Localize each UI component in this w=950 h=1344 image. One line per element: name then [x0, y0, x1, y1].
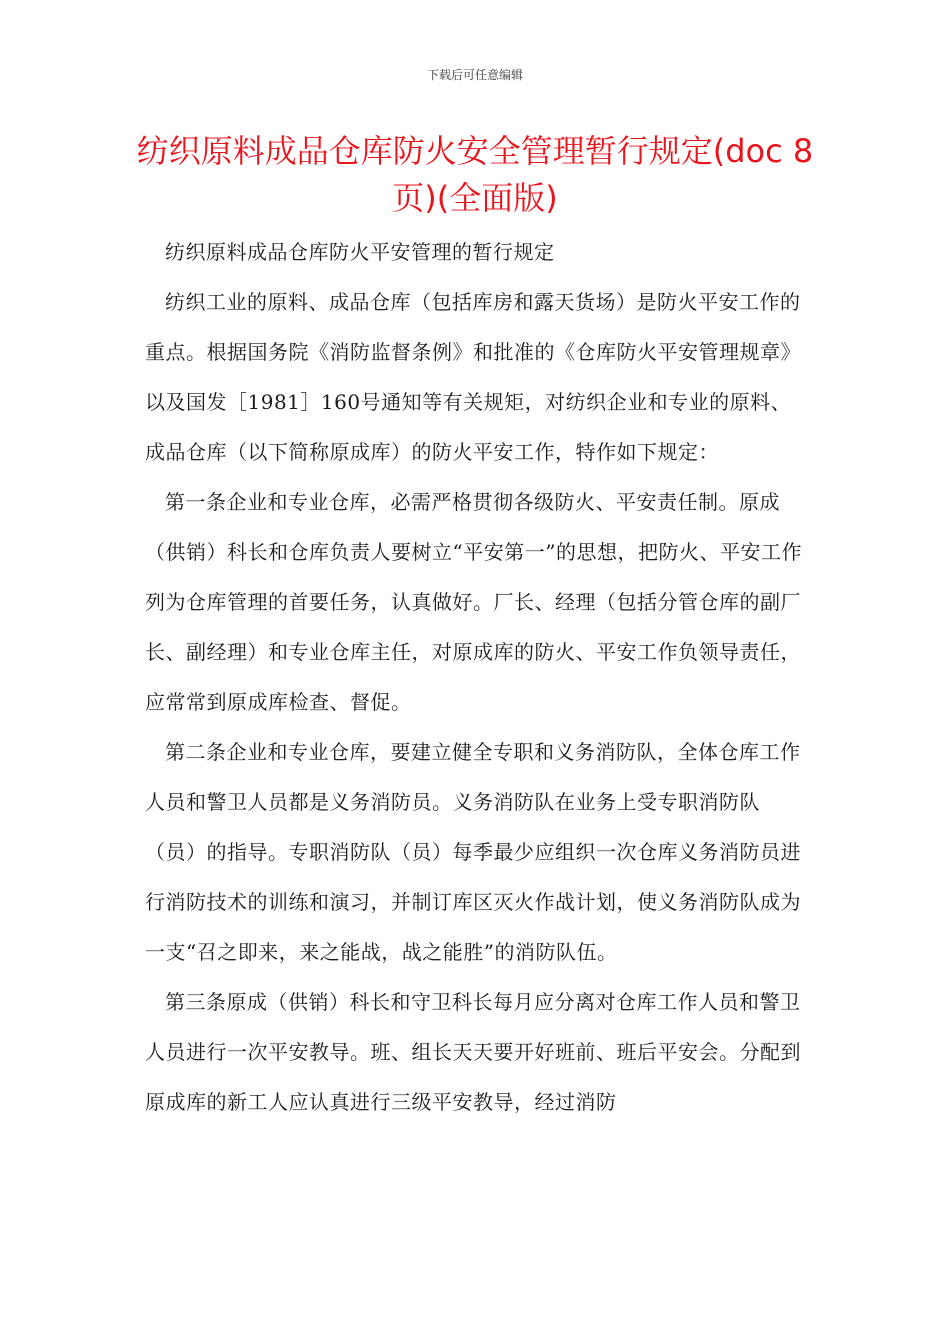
body-paragraph-subtitle: 纺织原料成品仓库防火平安管理的暂行规定 [165, 240, 555, 264]
page-header-note: 下载后可任意编辑 [426, 68, 523, 82]
body-paragraph-article-1: 第一条企业和专业仓库，必需严格贯彻各级防火、平安责任制。原成（供销）科长和仓库负责人要树立“平安第一”的思想，把防火、平安工作列为仓库管理的首要任务，认真做好。厂长、经理（包括分管仓库的副厂长、副经理）和专业仓库主任，对原成库的防火、平安工作负领导责任，应常常到原成库检查、督促。 [145, 490, 802, 714]
body-paragraph-intro: 纺织工业的原料、成品仓库（包括库房和露天货场）是防火平安工作的重点。根据国务院《消防监督条例》和批准的《仓库防火平安管理规章》以及国发［1981］160号通知等有关规矩，对纺织企业和专业的原料、成品仓库（以下简称原成库）的防火平安工作，特作如下规定： [145, 290, 801, 464]
body-paragraph-article-3: 第三条原成（供销）科长和守卫科长每月应分离对仓库工作人员和警卫人员进行一次平安教导。班、组长天天要开好班前、班后平安会。分配到原成库的新工人应认真进行三级平安教导，经过消防 [145, 990, 801, 1114]
body-paragraph-article-2: 第二条企业和专业仓库，要建立健全专职和义务消防队，全体仓库工作人员和警卫人员都是义务消防员。义务消防队在业务上受专职消防队（员）的指导。专职消防队（员）每季最少应组织一次仓库义务消防员进行消防技术的训练和演习，并制订库区灭火作战计划，使义务消防队成为一支“召之即来，来之能战，战之能胜”的消防队伍。 [145, 740, 801, 964]
document-title: 纺织原料成品仓库防火安全管理暂行规定(doc 8页)(全面版) [136, 132, 814, 217]
document-body [145, 227, 807, 1127]
